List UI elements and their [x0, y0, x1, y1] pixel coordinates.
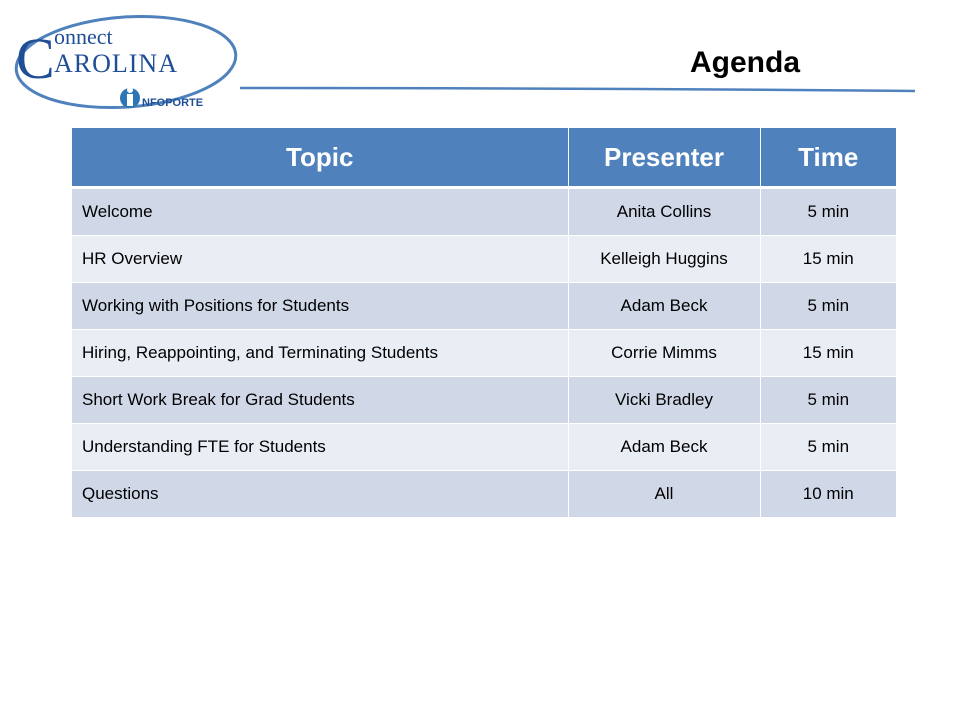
time-cell: 15 min [760, 330, 896, 377]
presenter-cell: Vicki Bradley [568, 377, 760, 424]
column-header-time: Time [760, 128, 896, 188]
presenter-cell: Corrie Mimms [568, 330, 760, 377]
presenter-cell: Adam Beck [568, 424, 760, 471]
topic-cell: Hiring, Reappointing, and Terminating Students [72, 330, 568, 377]
column-header-topic: Topic [72, 128, 568, 188]
table-row [72, 188, 896, 236]
time-cell: 10 min [760, 471, 896, 518]
logo-connect-text: onnect [54, 24, 113, 49]
topic-cell: Understanding FTE for Students [72, 424, 568, 471]
presenter-cell: Anita Collins [568, 188, 760, 236]
table-header-row [72, 128, 896, 188]
agenda-table [72, 128, 896, 518]
table-row [72, 330, 896, 377]
connect-carolina-logo [8, 10, 248, 120]
presenter-cell: Kelleigh Huggins [568, 236, 760, 283]
page-title: Agenda [690, 46, 801, 79]
time-cell: 5 min [760, 188, 896, 236]
table-row [72, 424, 896, 471]
logo-infoporte-text: NFOPORTE [142, 97, 204, 109]
presenter-cell: Adam Beck [568, 283, 760, 330]
time-cell: 15 min [760, 236, 896, 283]
topic-cell: HR Overview [72, 236, 568, 283]
title-rule [240, 86, 915, 96]
time-cell: 5 min [760, 283, 896, 330]
presenter-cell: All [568, 471, 760, 518]
logo-carolina-text: AROLINA [54, 49, 178, 78]
topic-cell: Welcome [72, 188, 568, 236]
topic-cell: Working with Positions for Students [72, 283, 568, 330]
column-header-presenter: Presenter [568, 128, 760, 188]
topic-cell: Short Work Break for Grad Students [72, 377, 568, 424]
table-row [72, 236, 896, 283]
table-row [72, 283, 896, 330]
table-row [72, 377, 896, 424]
logo-big-c: C [16, 26, 55, 91]
time-cell: 5 min [760, 377, 896, 424]
time-cell: 5 min [760, 424, 896, 471]
topic-cell: Questions [72, 471, 568, 518]
table-row [72, 471, 896, 518]
